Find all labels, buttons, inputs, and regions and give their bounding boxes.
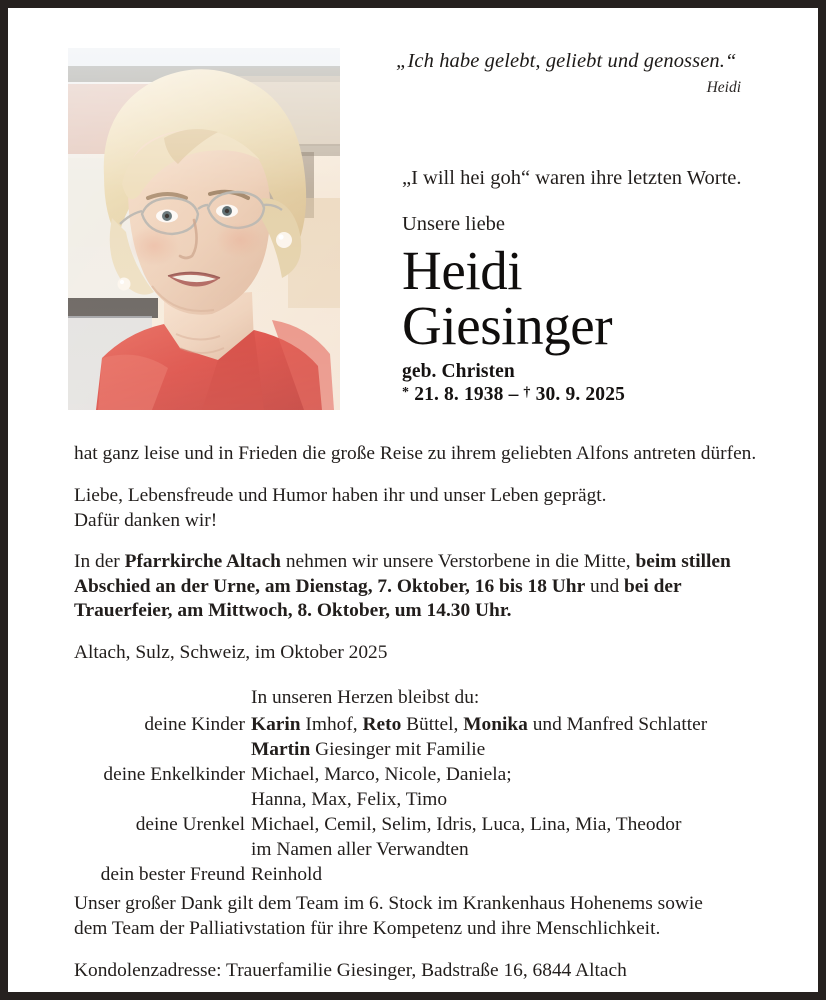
tribute-line-1: Liebe, Lebensfreude und Humor haben ihr und unser Leben geprägt. xyxy=(74,484,607,506)
date-separator: – xyxy=(508,384,519,406)
family-relation-label: dein bester Freund xyxy=(100,864,245,886)
ceremony-part-3: und xyxy=(585,575,624,597)
family-member-names: Martin Giesinger mit Familie xyxy=(251,738,486,760)
family-row xyxy=(74,762,774,787)
portrait-photo xyxy=(68,48,340,410)
obituary-body xyxy=(74,442,774,666)
thanks-paragraph xyxy=(74,892,786,942)
family-member-names: Karin Imhof, Reto Büttel, Monika und Manfred Schlatter xyxy=(251,713,708,735)
ceremony-paragraph xyxy=(74,550,774,623)
birth-symbol-icon: * xyxy=(402,385,410,401)
deceased-intro xyxy=(402,166,802,406)
tribute-line-2: Dafür danken wir! xyxy=(74,509,218,531)
family-row xyxy=(74,737,774,762)
family-relation-label: deine Urenkel xyxy=(135,813,245,835)
family-member-names: im Namen aller Verwandten xyxy=(251,838,469,860)
portrait-illustration xyxy=(68,48,340,410)
family-relation-label: deine Enkelkinder xyxy=(103,763,245,785)
deceased-family-name: Giesinger xyxy=(402,294,613,356)
passing-paragraph: hat ganz leise und in Frieden die große Reise zu ihrem geliebten Alfons antreten dürfen. xyxy=(74,443,757,464)
family-list xyxy=(74,686,774,887)
family-member-names: Reinhold xyxy=(251,864,323,886)
family-row xyxy=(74,862,774,887)
lead-in-text: Unsere liebe xyxy=(402,212,506,235)
tribute-paragraph xyxy=(74,484,774,534)
family-rows xyxy=(74,712,774,887)
family-row xyxy=(74,787,774,812)
thanks-line-2: dem Team der Palliativstation für ihre Kompetenz und ihre Menschlichkeit. xyxy=(74,917,661,939)
closing-section xyxy=(74,892,786,983)
family-member-names: Michael, Cemil, Selim, Idris, Luca, Lina, Mia, Theodor xyxy=(251,813,682,835)
thanks-line-1: Unser großer Dank gilt dem Team im 6. Stock im Krankenhaus Hohenems sowie xyxy=(74,893,703,914)
death-date: 30. 9. 2025 xyxy=(535,384,625,406)
birth-date: 21. 8. 1938 xyxy=(414,384,504,406)
family-heading: In unseren Herzen bleibst du: xyxy=(251,687,480,708)
obituary-card xyxy=(8,8,818,992)
family-relation-label: deine Kinder xyxy=(144,713,245,735)
ceremony-funeral-service: bei der Trauerfeier, am Mittwoch, 8. Oktober, um 14.30 Uhr. xyxy=(74,575,682,622)
memorial-quote xyxy=(396,50,744,97)
life-dates xyxy=(402,384,802,406)
quote-text: „Ich habe gelebt, geliebt und genossen.“ xyxy=(396,50,737,72)
family-row xyxy=(74,712,774,737)
family-row xyxy=(74,812,774,837)
quote-attribution: Heidi xyxy=(706,79,741,96)
ceremony-urn-farewell: beim stillen Abschied an der Urne, am Dienstag, 7. Oktober, 16 bis 18 Uhr xyxy=(74,551,731,597)
cross-dagger-icon: † xyxy=(523,385,531,401)
ceremony-part-2: nehmen wir unsere Verstorbene in die Mitte, xyxy=(280,551,636,573)
last-words-text: „I will hei goh“ waren ihre letzten Worte. xyxy=(402,167,742,189)
condolence-address: Kondolenzadresse: Trauerfamilie Giesinger, Badstraße 16, 6844 Altach xyxy=(74,959,627,981)
family-member-names: Hanna, Max, Felix, Timo xyxy=(251,788,448,810)
ceremony-church: Pfarrkirche Altach xyxy=(124,551,281,573)
maiden-name: geb. Christen xyxy=(402,361,515,383)
family-row xyxy=(74,837,774,862)
ceremony-part-1: In der xyxy=(74,551,125,573)
deceased-name xyxy=(402,240,802,356)
family-member-names: Michael, Marco, Nicole, Daniela; xyxy=(251,763,512,785)
places-and-date: Altach, Sulz, Schweiz, im Oktober 2025 xyxy=(74,641,388,663)
deceased-first-name: Heidi xyxy=(402,240,523,302)
